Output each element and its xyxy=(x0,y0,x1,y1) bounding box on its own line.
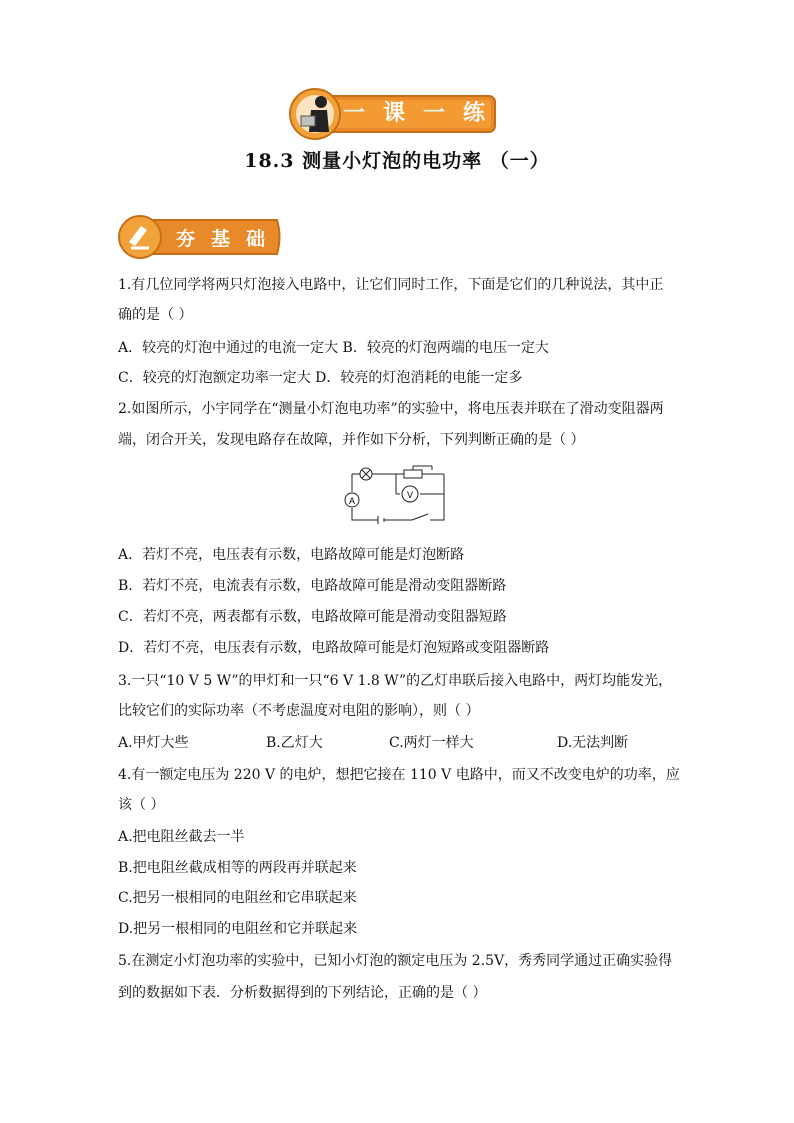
q2-option-d: D．若灯不亮，电压表有示数，电路故障可能是灯泡短路或变阻器断路 xyxy=(118,640,550,656)
q4-option-b: B.把电阻丝截成相等的两段再并联起来 xyxy=(118,860,357,876)
q5-stem-line1: 5.在测定小灯泡功率的实验中，已知小灯泡的额定电压为 2.5V，秀秀同学通过正确实验得 xyxy=(118,953,673,969)
banner-char: 练 xyxy=(462,99,487,126)
q3-options xyxy=(118,733,638,753)
q3-stem-line1: 3.一只“10 V 5 W”的甲灯和一只“6 V 1.8 W”的乙灯串联后接入电路中，两灯均能发光， xyxy=(118,673,673,689)
ammeter-label: A xyxy=(348,496,356,506)
banner-char: 一 xyxy=(422,99,447,126)
q2-option-b: B．若灯不亮，电流表有示数，电路故障可能是滑动变阻器断路 xyxy=(118,578,507,594)
section-title xyxy=(168,220,273,254)
q3-option-c: C.两灯一样大 xyxy=(389,735,474,751)
voltmeter-label: V xyxy=(406,490,414,500)
banner-title xyxy=(335,93,495,129)
q1-stem-line1: 1.有几位同学将两只灯泡接入电路中，让它们同时工作，下面是它们的几种说法，其中正 xyxy=(118,277,664,293)
voltmeter-icon xyxy=(402,486,418,502)
q3-option-b: B.乙灯大 xyxy=(266,735,323,751)
q2-stem-line1: 2.如图所示，小宇同学在“测量小灯泡电功率”的实验中，将电压表并联在了滑动变阻器两 xyxy=(118,401,664,417)
q2-option-c: C．若灯不亮，两表都有示数，电路故障可能是滑动变阻器短路 xyxy=(118,609,507,625)
q3-option-a: A.甲灯大些 xyxy=(118,735,189,751)
circuit-diagram xyxy=(340,462,450,528)
q5-stem-line2: 到的数据如下表．分析数据得到的下列结论，正确的是（ ） xyxy=(118,985,487,1001)
q3-option-d: D.无法判断 xyxy=(557,735,629,751)
q2-option-a: A．若灯不亮，电压表有示数，电路故障可能是灯泡断路 xyxy=(118,547,465,563)
q4-stem-line1: 4.有一额定电压为 220 V 的电炉，想把它接在 110 V 电路中，而又不改变电炉的功率，应 xyxy=(118,767,680,783)
banner-char: 课 xyxy=(382,99,407,126)
q1-options-cd: C．较亮的灯泡额定功率一定大 D．较亮的灯泡消耗的电能一定多 xyxy=(118,370,523,386)
q4-option-c: C.把另一根相同的电阻丝和它串联起来 xyxy=(118,890,357,906)
q3-stem-line2: 比较它们的实际功率（不考虑温度对电阻的影响），则（ ） xyxy=(118,703,480,719)
q1-stem-line2: 确的是（ ） xyxy=(118,307,193,323)
q2-stem-line2: 端，闭合开关，发现电路存在故障，并作如下分析，下列判断正确的是（ ） xyxy=(118,432,585,448)
q4-stem-line2: 该（ ） xyxy=(118,797,165,813)
q4-option-a: A.把电阻丝截去一半 xyxy=(118,829,245,845)
section-char: 础 xyxy=(245,227,265,250)
lamp-icon xyxy=(360,468,372,480)
ammeter-icon xyxy=(345,493,359,507)
banner-char: 一 xyxy=(342,99,367,126)
q4-option-d: D.把另一根相同的电阻丝和它并联起来 xyxy=(118,921,358,937)
page-title: 18.3 测量小灯泡的电功率 （一） xyxy=(244,150,550,172)
q1-options-ab: A．较亮的灯泡中通过的电流一定大 B．较亮的灯泡两端的电压一定大 xyxy=(118,340,549,356)
section-char: 夯 xyxy=(175,227,195,250)
section-char: 基 xyxy=(210,227,230,250)
